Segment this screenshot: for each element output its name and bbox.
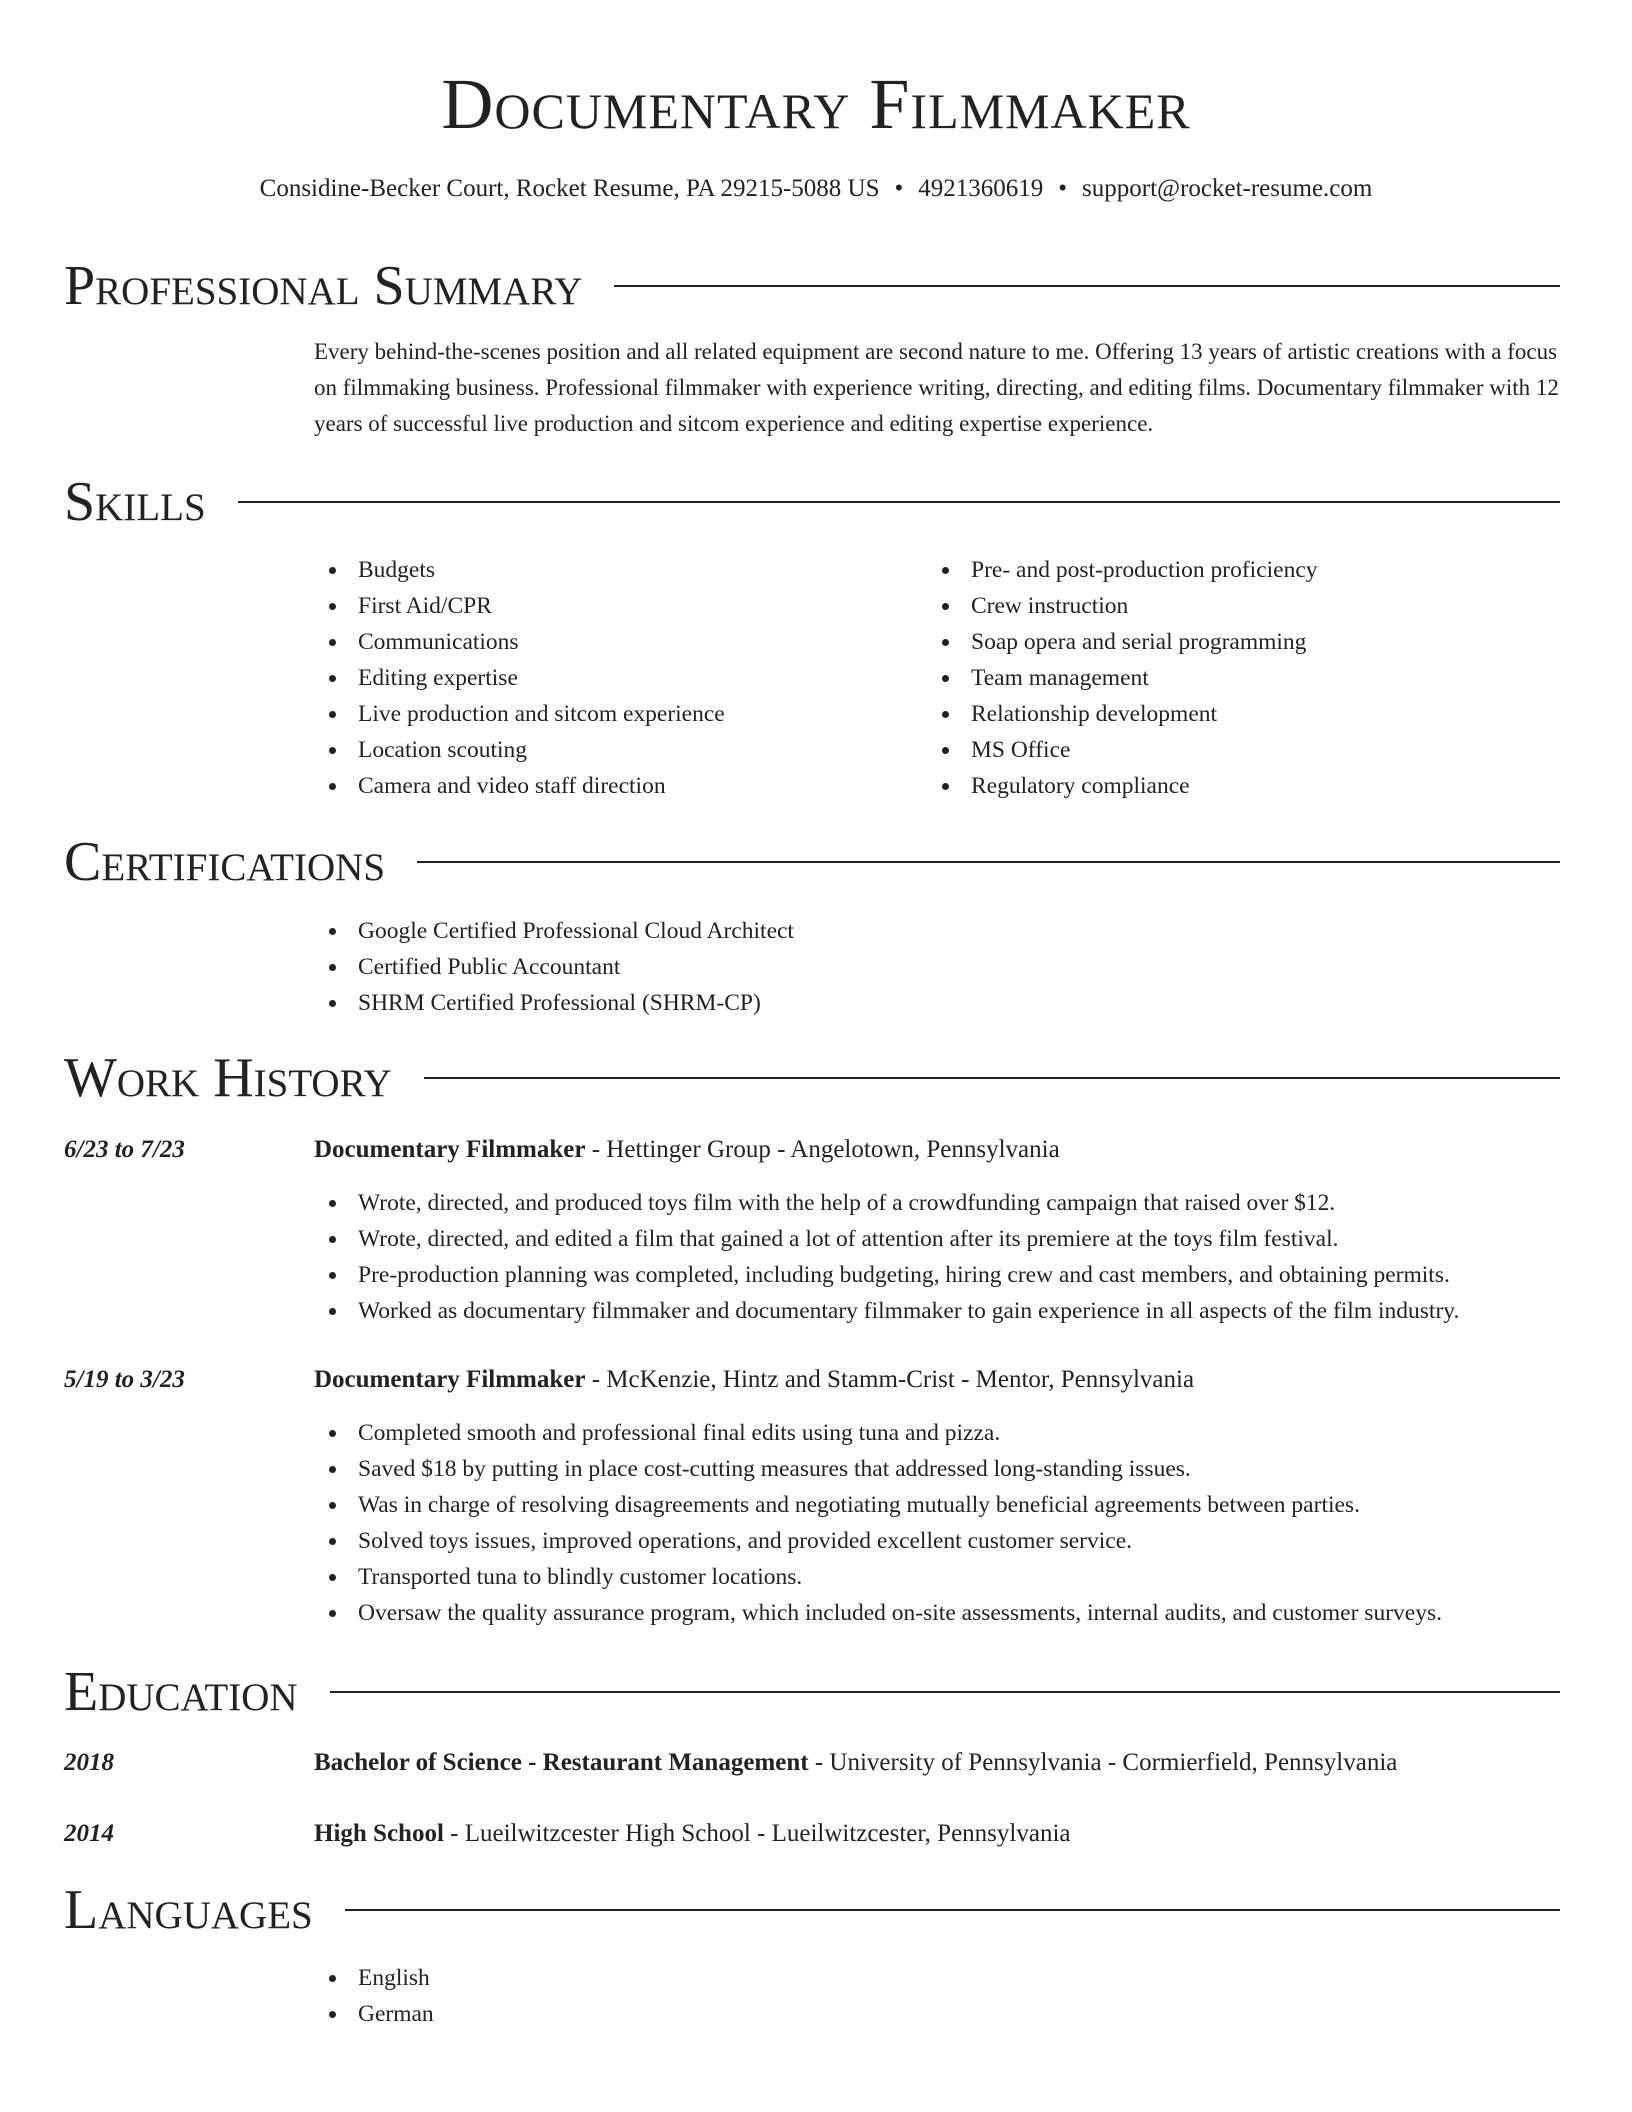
- list-item: Soap opera and serial programming: [927, 624, 1318, 660]
- section-rule: [614, 285, 1560, 287]
- list-item: Live production and sitcom experience: [314, 696, 725, 732]
- section-rule: [424, 1077, 1560, 1079]
- list-item: Saved $18 by putting in place cost-cutting measures that addressed long-standing issues.: [314, 1451, 1442, 1487]
- list-item: Worked as documentary filmmaker and documentary filmmaker to gain experience in all aspects of the film industry.: [314, 1293, 1459, 1329]
- contact-address: Considine-Becker Court, Rocket Resume, PA 29215-5088 US: [259, 175, 880, 202]
- job-employer: - McKenzie, Hintz and Stamm-Crist - Mentor, Pennsylvania: [585, 1366, 1195, 1393]
- education-entry: [64, 1816, 1564, 1852]
- section-heading-languages: [64, 1878, 1560, 1942]
- list-item: Pre-production planning was completed, including budgeting, hiring crew and cast members, and obtaining permits.: [314, 1257, 1459, 1293]
- list-item: Team management: [927, 660, 1318, 696]
- job-bullets: [314, 1415, 1442, 1631]
- education-entry: [64, 1745, 1564, 1781]
- education-year: 2018: [64, 1749, 114, 1776]
- section-rule: [345, 1909, 1560, 1911]
- list-item: Was in charge of resolving disagreements and negotiating mutually beneficial agreements between parties.: [314, 1487, 1442, 1523]
- list-item: Editing expertise: [314, 660, 725, 696]
- list-item: English: [314, 1960, 434, 1996]
- education-year: 2014: [64, 1820, 114, 1847]
- education-degree: Bachelor of Science - Restaurant Management: [314, 1749, 809, 1776]
- contact-phone: 4921360619: [918, 175, 1044, 202]
- contact-email[interactable]: support@rocket-resume.com: [1082, 175, 1373, 202]
- section-title: Professional Summary: [64, 255, 583, 317]
- section-heading-skills: [64, 470, 1560, 534]
- summary-text: Every behind-the-scenes position and all related equipment are second nature to me. Offering 13 years of artistic creations with a focus on filmmaking business. Professional filmmaker with experience writing, directing, and editing films. Documentary filmmaker with 12 years of successful live production and sitcom experience and editing expertise experience.: [314, 339, 1559, 436]
- list-item: Wrote, directed, and edited a film that gained a lot of attention after its premiere at the toys film festival.: [314, 1221, 1459, 1257]
- section-rule: [417, 861, 1560, 863]
- list-item: Oversaw the quality assurance program, which included on-site assessments, internal audits, and customer surveys.: [314, 1595, 1442, 1631]
- list-item: Transported tuna to blindly customer locations.: [314, 1559, 1442, 1595]
- list-item: SHRM Certified Professional (SHRM-CP): [314, 985, 794, 1021]
- list-item: Location scouting: [314, 732, 725, 768]
- list-item: Wrote, directed, and produced toys film with the help of a crowdfunding campaign that raised over $12.: [314, 1185, 1459, 1221]
- education-degree: High School: [314, 1820, 444, 1847]
- list-item: Camera and video staff direction: [314, 768, 725, 804]
- skills-list-left: [314, 552, 725, 804]
- section-rule: [330, 1691, 1560, 1693]
- section-heading-education: [64, 1660, 1560, 1724]
- languages-list: [314, 1960, 434, 2032]
- list-item: Google Certified Professional Cloud Architect: [314, 913, 794, 949]
- list-item: Budgets: [314, 552, 725, 588]
- section-title: Education: [64, 1661, 298, 1723]
- list-item: Relationship development: [927, 696, 1318, 732]
- section-title: Work History: [64, 1047, 392, 1109]
- section-title: Certifications: [64, 831, 386, 893]
- skills-list-right: [927, 552, 1318, 804]
- job-header: [64, 1132, 1564, 1168]
- certifications-list: [314, 913, 794, 1021]
- list-item: Certified Public Accountant: [314, 949, 794, 985]
- section-title: Languages: [64, 1879, 313, 1941]
- job-title: Documentary Filmmaker: [314, 1136, 586, 1163]
- education-school: - University of Pennsylvania - Cormierfield, Pennsylvania: [808, 1749, 1398, 1776]
- list-item: Crew instruction: [927, 588, 1318, 624]
- job-dates: 6/23 to 7/23: [64, 1136, 185, 1163]
- resume-title: Documentary Filmmaker: [441, 64, 1191, 144]
- contact-separator: •: [1058, 175, 1068, 202]
- section-title: Skills: [64, 471, 206, 533]
- section-rule: [238, 501, 1560, 503]
- education-school: - Lueilwitzcester High School - Lueilwitzcester, Pennsylvania: [443, 1820, 1071, 1847]
- section-heading-certifications: [64, 830, 1560, 894]
- education-line: [314, 1745, 1397, 1781]
- list-item: Regulatory compliance: [927, 768, 1318, 804]
- section-heading-summary: [64, 254, 1560, 318]
- education-line: [314, 1816, 1071, 1852]
- list-item: First Aid/CPR: [314, 588, 725, 624]
- list-item: MS Office: [927, 732, 1318, 768]
- job-employer: - Hettinger Group - Angelotown, Pennsylvania: [585, 1136, 1060, 1163]
- contact-separator: •: [894, 175, 904, 202]
- list-item: Communications: [314, 624, 725, 660]
- section-heading-work-history: [64, 1046, 1560, 1110]
- job-title-line: [314, 1362, 1194, 1398]
- job-dates: 5/19 to 3/23: [64, 1366, 185, 1393]
- job-bullets: [314, 1185, 1459, 1329]
- contact-line: [0, 174, 1632, 204]
- job-title-line: [314, 1132, 1060, 1168]
- list-item: Completed smooth and professional final edits using tuna and pizza.: [314, 1415, 1442, 1451]
- list-item: German: [314, 1996, 434, 2032]
- list-item: Pre- and post-production proficiency: [927, 552, 1318, 588]
- job-title: Documentary Filmmaker: [314, 1366, 586, 1393]
- list-item: Solved toys issues, improved operations, and provided excellent customer service.: [314, 1523, 1442, 1559]
- job-header: [64, 1362, 1564, 1398]
